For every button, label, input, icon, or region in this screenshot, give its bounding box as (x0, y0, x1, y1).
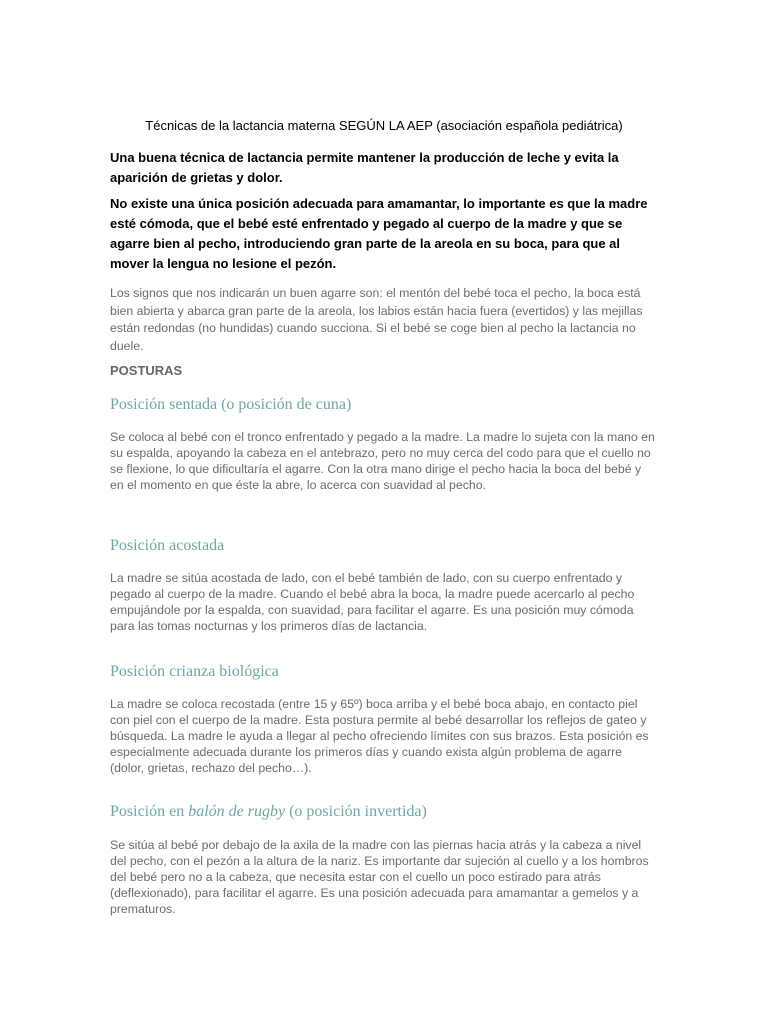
body-biological-nurturing: La madre se coloca recostada (entre 15 y 65º) boca arriba y el bebé boca abajo, en contacto piel con piel con el cuerpo de la madre. Esta postura permite al bebé desarrollar los reflejos de gateo y búsqueda. La madre le ayuda a llegar al pecho ofreciendo límites con sus brazos. Esta posición es especialmente adecuada durante los primeros días y cuando exista algún problema de agarre (dolor, grietas, rechazo del pecho…). (110, 697, 649, 775)
heading-biological-nurturing: Posición crianza biológica (110, 663, 279, 680)
intro-paragraph-technique: Una buena técnica de lactancia permite mantener la producción de leche y evita la aparición de grietas y dolor. (110, 150, 619, 185)
heading-rugby-suffix: (o posición invertida) (285, 803, 427, 820)
heading-rugby-italic: balón de rugby (188, 803, 286, 820)
heading-sitting-position: Posición sentada (o posición de cuna) (110, 396, 352, 413)
body-rugby-ball-position: Se sitúa al bebé por debajo de la axila de la madre con las piernas hacia atrás y la cabeza a nivel del pecho, con el pezón a la altura de la nariz. Es importante dar sujeción al cuello y a los hombros del bebé pero no a la cabeza, que necesita estar con el cuello un poco estirado para atrás (deflexionado), para facilitar el agarre. Es una posición adecuada para amamantar a gemelos y a prematuros. (110, 838, 649, 916)
heading-rugby-prefix: Posición en (110, 803, 189, 820)
signs-paragraph: Los signos que nos indicarán un buen agarre son: el mentón del bebé toca el pecho, la boca está bien abierta y abarca gran parte de la areola, los labios están hacia fuera (evertidos) y las mejillas están redondas (no hundidas) cuando succiona. Si el bebé se coge bien al pecho la lactancia no duele. (110, 286, 643, 353)
intro-paragraph-position: No existe una única posición adecuada para amamantar, lo importante es que la madre esté cómoda, que el bebé esté enfrentado y pegado al cuerpo de la madre y que se agarre bien al pecho, introduciendo gran parte de la areola en su boca, para que al mover la lengua no lesione el pezón. (110, 196, 648, 271)
body-lying-position: La madre se sitúa acostada de lado, con el bebé también de lado, con su cuerpo enfrentado y pegado al cuerpo de la madre. Cuando el bebé abra la boca, la madre puede acercarlo al pecho empujándole por la espalda, con suavidad, para facilitar el agarre. Es una posición muy cómoda para las tomas nocturnas y los primeros días de lactancia. (110, 571, 635, 633)
section-label-postures: POSTURAS (110, 363, 183, 378)
body-sitting-position: Se coloca al bebé con el tronco enfrentado y pegado a la madre. La madre lo sujeta con la mano en su espalda, apoyando la cabeza en el antebrazo, pero no muy cerca del codo para que el cuello no se flexione, lo que dificultaría el agarre. Con la otra mano dirige el pecho hacia la boca del bebé y en el momento en que éste la abre, lo acerca con suavidad al pecho. (110, 430, 655, 492)
heading-lying-position: Posición acostada (110, 537, 225, 554)
document-title: Técnicas de la lactancia materna SEGÚN LA AEP (asociación española pediátrica) (145, 118, 623, 133)
heading-rugby-ball-position (110, 802, 658, 822)
